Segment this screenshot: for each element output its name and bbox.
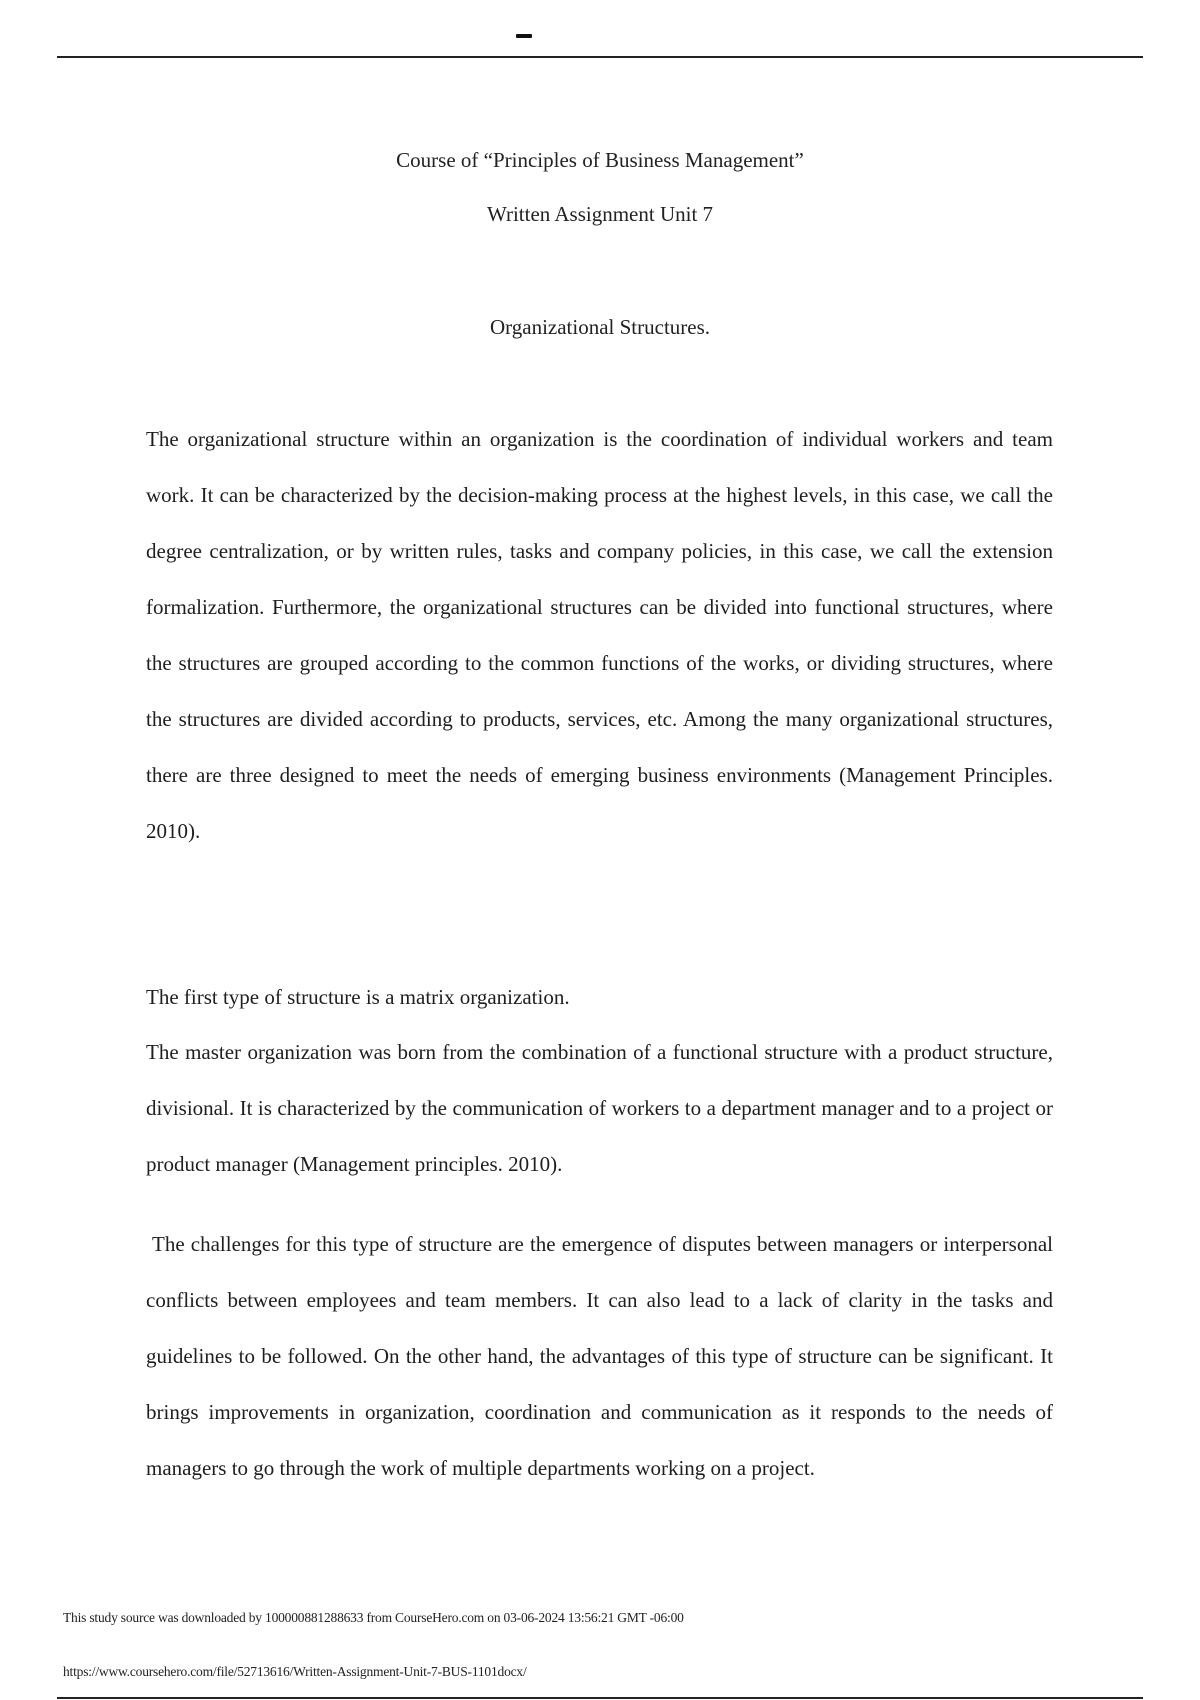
- header-mark: [516, 34, 532, 38]
- header-divider: [57, 56, 1143, 58]
- paragraph-matrix-challenges-text: The challenges for this type of structure are the emergence of disputes between managers or interpersonal conflicts between employees and team members. It can also lead to a lack of clarity in the tasks and guidelines to be followed. On the other hand, the advantages of this type of structure can be significant. It brings improvements in organization, coordination and communication as it responds to the needs of managers to go through the work of multiple departments working on a project.: [146, 1232, 1053, 1480]
- download-notice: This study source was downloaded by 100000881288633 from CourseHero.com on 03-06-2024 13:56:21 GMT -06:00: [63, 1610, 684, 1625]
- course-title: Course of “Principles of Business Management”: [396, 148, 804, 172]
- source-url-link[interactable]: https://www.coursehero.com/file/52713616/Written-Assignment-Unit-7-BUS-1101docx/: [63, 1664, 527, 1679]
- paragraph-matrix-lead: The first type of structure is a matrix organization.: [146, 985, 570, 1009]
- paragraph-intro: The organizational structure within an organization is the coordination of individual workers and team work. It can be characterized by the decision-making process at the highest levels, in this case, we call the degree centralization, or by written rules, tasks and company policies, in this case, we call the extension formalization. Furthermore, the organizational structures can be divided into functional structures, where the structures are grouped according to the common functions of the works, or dividing structures, where the structures are divided according to products, services, etc. Among the many organizational structures, there are three designed to meet the needs of emerging business environments (Management Principles. 2010).: [146, 427, 1053, 843]
- footer-divider: [57, 1697, 1143, 1699]
- assignment-title: Written Assignment Unit 7: [486, 202, 714, 226]
- section-title: Organizational Structures.: [489, 315, 711, 339]
- paragraph-matrix-definition: The master organization was born from the combination of a functional structure with a product structure, divisional. It is characterized by the communication of workers to a department manager and to a project or product manager (Management principles. 2010).: [146, 1040, 1053, 1176]
- paragraph-matrix-challenges: [146, 1216, 1053, 1496]
